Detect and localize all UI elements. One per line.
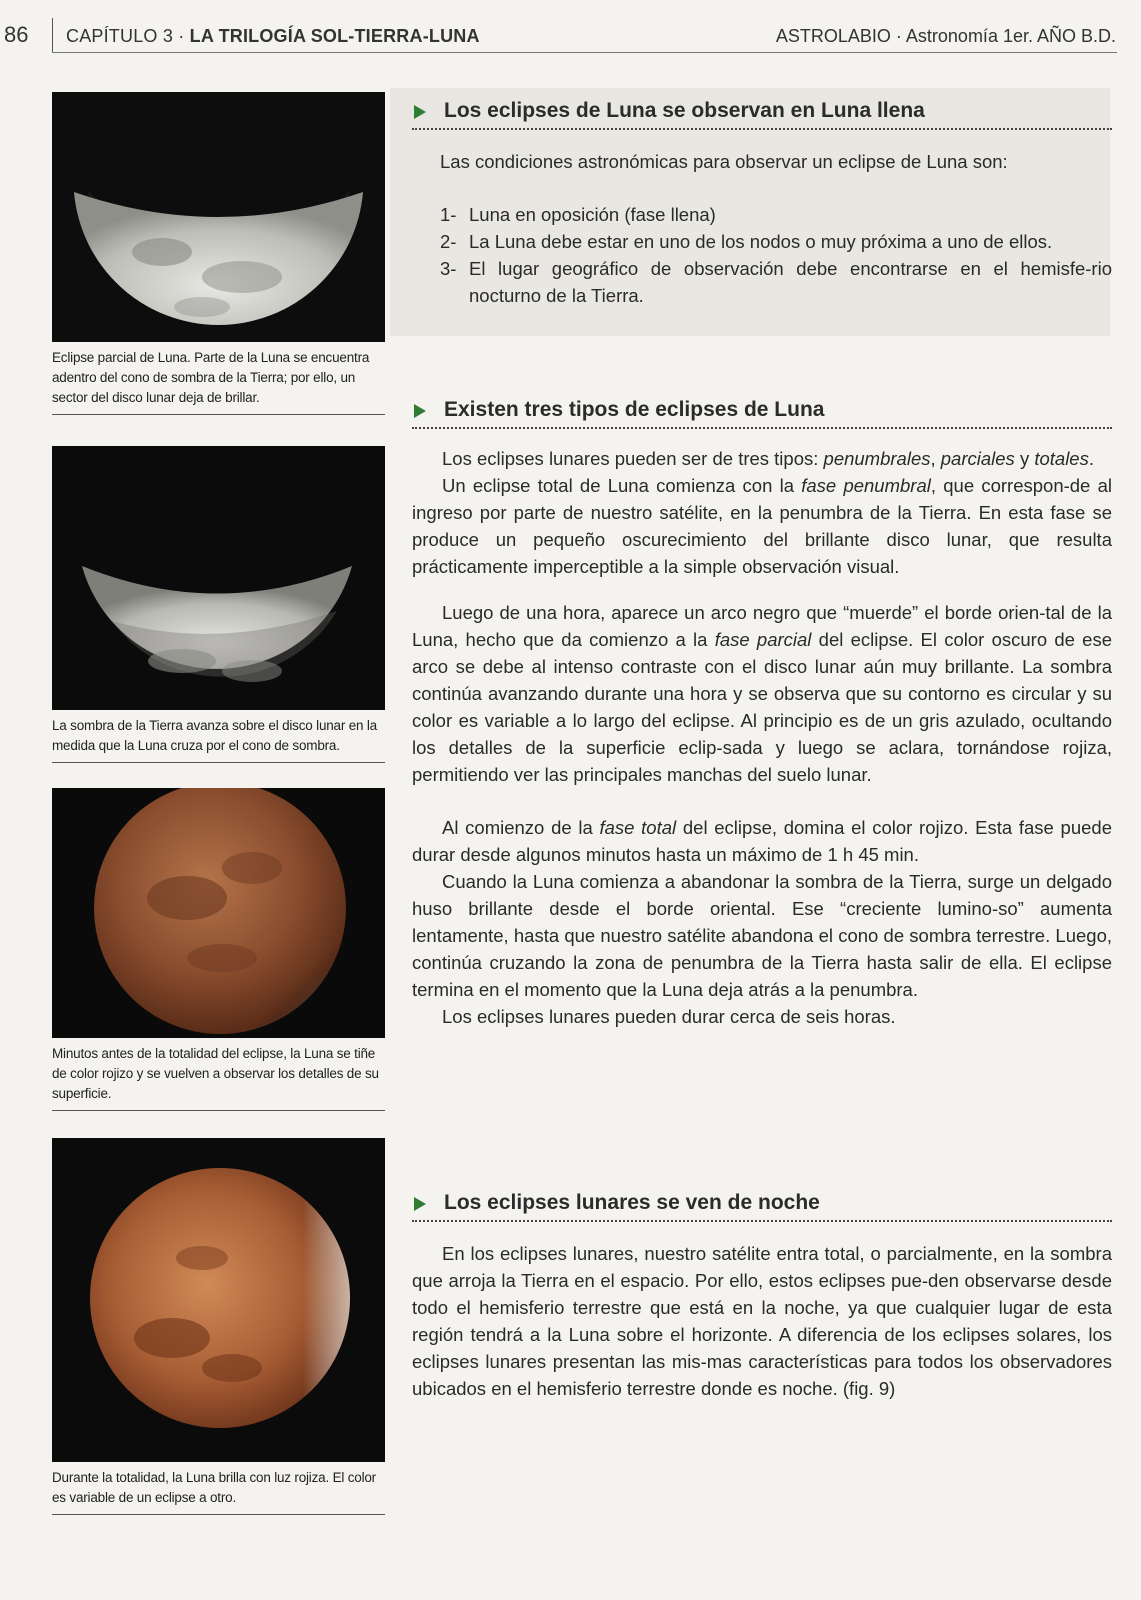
photo-totality <box>52 1138 385 1462</box>
section-full-moon <box>412 96 1112 309</box>
list-item: 2- La Luna debe estar en uno de los nodos o muy próxima a uno de ellos. <box>440 231 1053 252</box>
conditions-list <box>412 201 1112 309</box>
section-heading: Los eclipses lunares se ven de noche <box>412 1188 1112 1218</box>
paragraph: Luego de una hora, aparece un arco negro que “muerde” el borde orien-tal de la Luna, hecho que da comienzo a la fase parcial del eclipse. El color oscuro de ese arco se debe al intenso contraste con el disco lunar aún muy brillante. La sombra continúa avanzando durante una hora y se observa que su contorno es circular y su color es variable a lo largo del eclipse. Al principio es de un gris azulado, ocultando los detalles de la superficie eclip-sada y luego se aclara, tornándose rojiza, permitiendo ver las principales manchas del suelo lunar. <box>412 602 1113 785</box>
chapter-label: CAPÍTULO 3 · <box>66 26 190 46</box>
arrow-bullet-icon <box>414 105 426 119</box>
figure-partial-eclipse <box>52 92 385 415</box>
header-rule <box>52 52 1117 53</box>
list-item: 3- El lugar geográfico de observación debe encontrarse en el hemisfe-rio nocturno de la Tierra. <box>440 258 1112 306</box>
list-item: 1- Luna en oposición (fase llena) <box>440 204 716 225</box>
dotted-rule <box>412 1220 1112 1222</box>
caption-rule <box>52 762 385 763</box>
arrow-bullet-icon <box>414 404 426 418</box>
photo-partial-eclipse <box>52 92 385 342</box>
section-seen-at-night <box>412 1188 1112 1402</box>
chapter-name: LA TRILOGÍA SOL-TIERRA-LUNA <box>189 26 480 46</box>
figure-caption: Eclipse parcial de Luna. Parte de la Luna se encuentra adentro del cono de sombra de la Tierra; por ello, un sector del disco lunar deja de brillar. <box>52 350 370 405</box>
caption-rule <box>52 414 385 415</box>
section-heading: Existen tres tipos de eclipses de Luna <box>412 395 1112 425</box>
caption-rule <box>52 1110 385 1111</box>
page-number: 86 <box>4 22 29 47</box>
photo-before-totality <box>52 788 385 1038</box>
figure-caption: La sombra de la Tierra avanza sobre el disco lunar en la medida que la Luna cruza por el cono de sombra. <box>52 718 377 753</box>
book-title: ASTROLABIO · Astronomía 1er. AÑO B.D. <box>775 26 1116 46</box>
figure-caption: Durante la totalidad, la Luna brilla con luz rojiza. El color es variable de un eclipse a otro. <box>52 1470 376 1505</box>
page-header <box>0 18 1141 52</box>
dotted-rule <box>412 427 1112 429</box>
paragraph: Los eclipses lunares pueden ser de tres tipos: penumbrales, parciales y totales. <box>442 448 1094 469</box>
paragraph: Cuando la Luna comienza a abandonar la sombra de la Tierra, surge un delgado huso brillante desde el borde oriental. Ese “creciente lumino-so” aumenta lentamente, hasta que nuestro satélite abandona el cono de sombra terrestre. Luego, continúa cruzando la zona de penumbra de la Tierra hasta salir de ella. El eclipse termina en el momento que la Luna deja atrás a la penumbra. <box>412 871 1112 1000</box>
figure-totality <box>52 1138 385 1515</box>
photo-shadow-advances <box>52 446 385 710</box>
paragraph: Al comienzo de la fase total del eclipse, domina el color rojizo. Esta fase puede durar desde algunos minutos hasta un máximo de 1 h 45 min. <box>412 817 1112 865</box>
section-intro: Las condiciones astronómicas para observar un eclipse de Luna son: <box>440 151 1008 172</box>
caption-rule <box>52 1514 385 1515</box>
arrow-bullet-icon <box>414 1197 426 1211</box>
figure-before-totality <box>52 788 385 1111</box>
paragraph: En los eclipses lunares, nuestro satélite entra total, o parcialmente, en la sombra que arroja la Tierra en el espacio. Por ello, estos eclipses pue-den observarse desde todo el hemisferio terrestre que está en la noche, ya que cualquier lugar de esta región tendrá a la Luna sobre el horizonte. A diferencia de los eclipses solares, los eclipses lunares presentan las mis-mas características para todos los observadores ubicados en el hemisferio terrestre donde es noche. (fig. 9) <box>412 1243 1112 1399</box>
section-heading: Los eclipses de Luna se observan en Luna llena <box>412 96 1112 126</box>
paragraph: Un eclipse total de Luna comienza con la fase penumbral, que correspon-de al ingreso por parte de nuestro satélite, en la penumbra de la Tierra. En esta fase se produce un pequeño oscurecimiento del brillante disco lunar, que resulta prácticamente imperceptible a la simple observación visual. <box>412 475 1112 577</box>
header-separator <box>52 18 53 52</box>
section-three-types <box>412 395 1112 1030</box>
figure-caption: Minutos antes de la totalidad del eclipse, la Luna se tiñe de color rojizo y se vuelven a observar los detalles de su superficie. <box>52 1046 379 1101</box>
chapter-title <box>66 26 480 47</box>
dotted-rule <box>412 128 1112 130</box>
paragraph: Los eclipses lunares pueden durar cerca de seis horas. <box>442 1006 896 1027</box>
figure-shadow-advances <box>52 446 385 763</box>
